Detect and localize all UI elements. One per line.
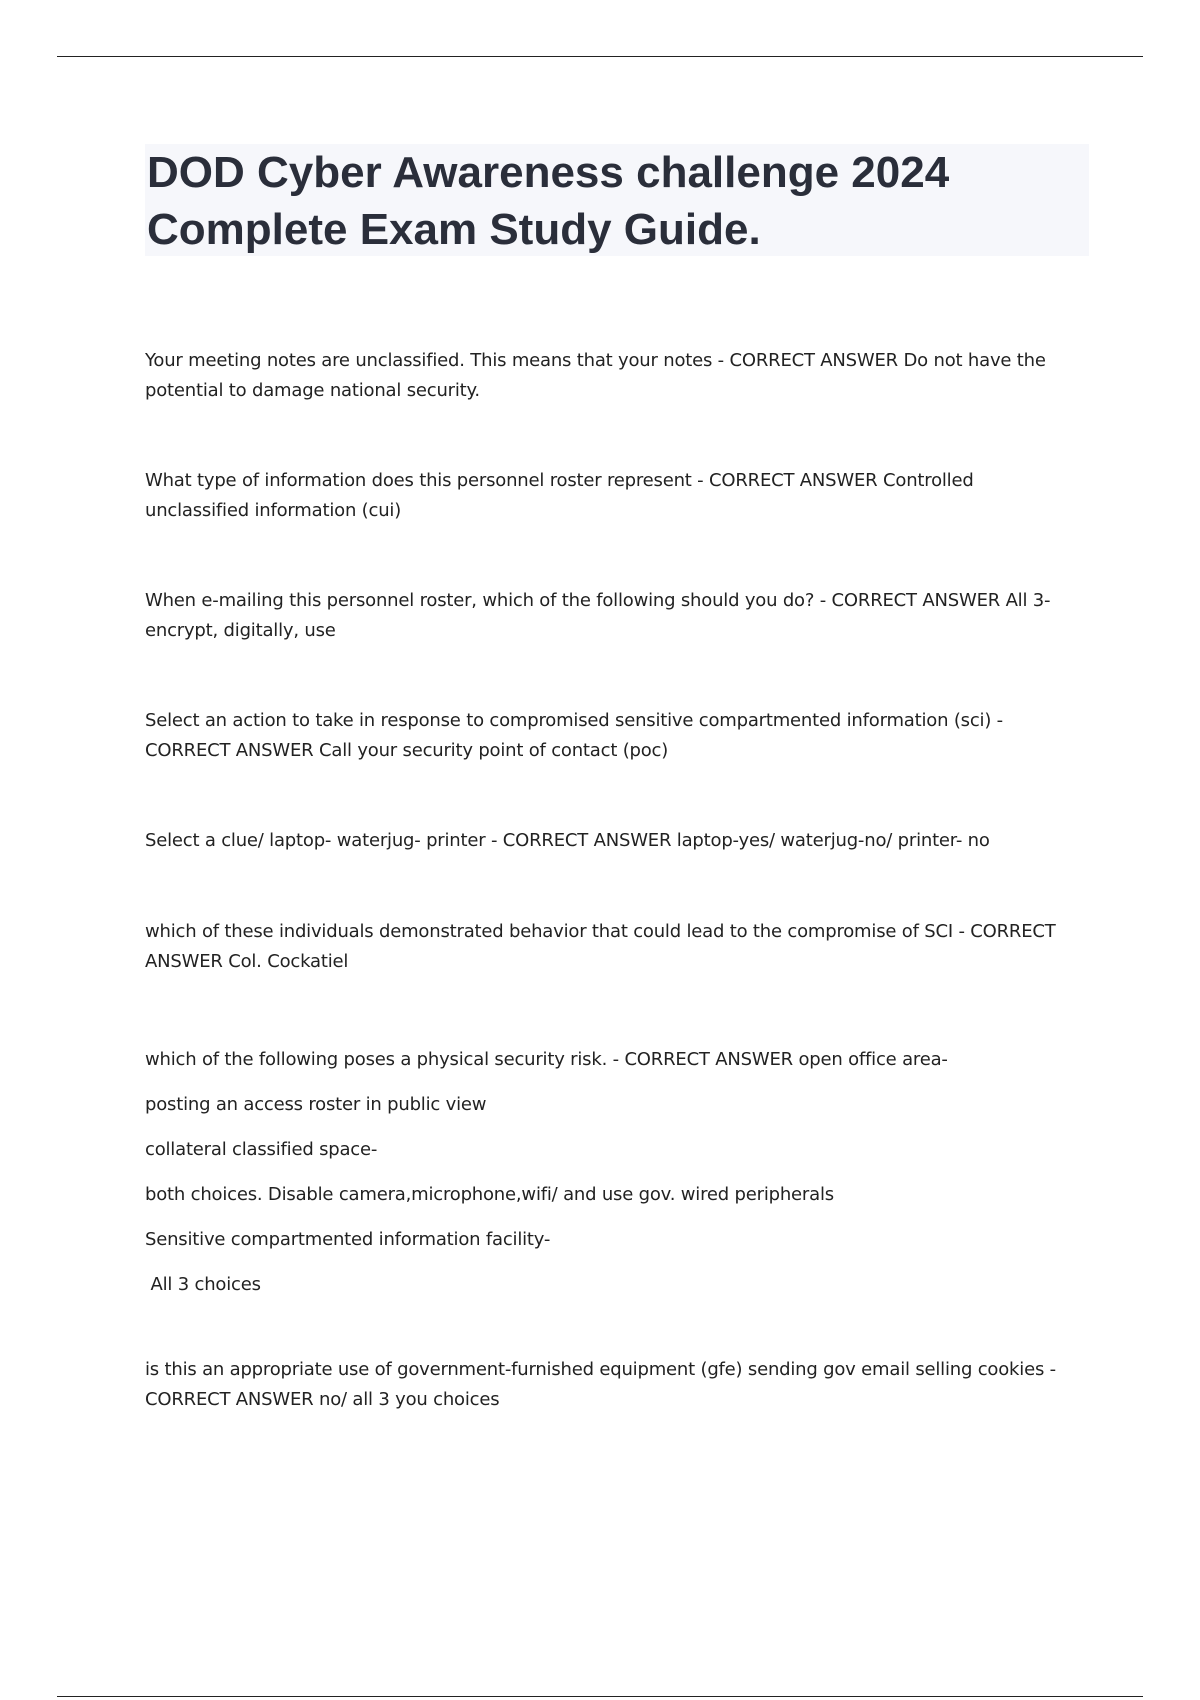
entry-line: When e-mailing this personnel roster, which of the following should you do? - CORRECT ANSWER All 3- (145, 590, 1051, 611)
entry-line: which of these individuals demonstrated behavior that could lead to the compromise of SCI - CORRECT (145, 921, 1056, 942)
entry-line: unclassified information (cui) (145, 500, 402, 521)
entry-line: encrypt, digitally, use (145, 620, 336, 641)
qa-entry (145, 346, 1075, 406)
entry-line: is this an appropriate use of government-furnished equipment (gfe) sending gov email selling cookies - (145, 1359, 1056, 1380)
qa-entry (145, 826, 1075, 856)
qa-entry (145, 706, 1075, 766)
entry-line: CORRECT ANSWER no/ all 3 you choices (145, 1389, 500, 1410)
answer-sub-line: Sensitive compartmented information facility- (145, 1229, 551, 1250)
bottom-rule (57, 1696, 1143, 1697)
entry-line: which of the following poses a physical security risk. - CORRECT ANSWER open office area- (145, 1049, 948, 1070)
qa-entry (145, 1037, 1075, 1307)
entry-line: What type of information does this personnel roster represent - CORRECT ANSWER Controlled (145, 470, 974, 491)
answer-sub-line: posting an access roster in public view (145, 1094, 487, 1115)
entry-line: CORRECT ANSWER Call your security point of contact (poc) (145, 740, 669, 761)
title-line-1: DOD Cyber Awareness challenge 2024 (147, 148, 950, 197)
answer-sub-line: both choices. Disable camera,microphone,wifi/ and use gov. wired peripherals (145, 1184, 834, 1205)
entry-line: Select an action to take in response to compromised sensitive compartmented information (sci) - (145, 710, 1003, 731)
title-line-2: Complete Exam Study Guide. (147, 205, 761, 254)
qa-entry (145, 917, 1075, 977)
entry-line: Select a clue/ laptop- waterjug- printer - CORRECT ANSWER laptop-yes/ waterjug-no/ printer- no (145, 830, 990, 851)
answer-sub-line: All 3 choices (145, 1274, 261, 1295)
entry-line: Your meeting notes are unclassified. This means that your notes - CORRECT ANSWER Do not have the (145, 350, 1046, 371)
qa-entry (145, 466, 1075, 526)
qa-entry (145, 586, 1075, 646)
top-rule (57, 56, 1143, 57)
entry-line: ANSWER Col. Cockatiel (145, 951, 349, 972)
document-title (145, 144, 1089, 256)
answer-sub-line: collateral classified space- (145, 1139, 378, 1160)
entry-line: potential to damage national security. (145, 380, 480, 401)
qa-entry (145, 1355, 1075, 1415)
